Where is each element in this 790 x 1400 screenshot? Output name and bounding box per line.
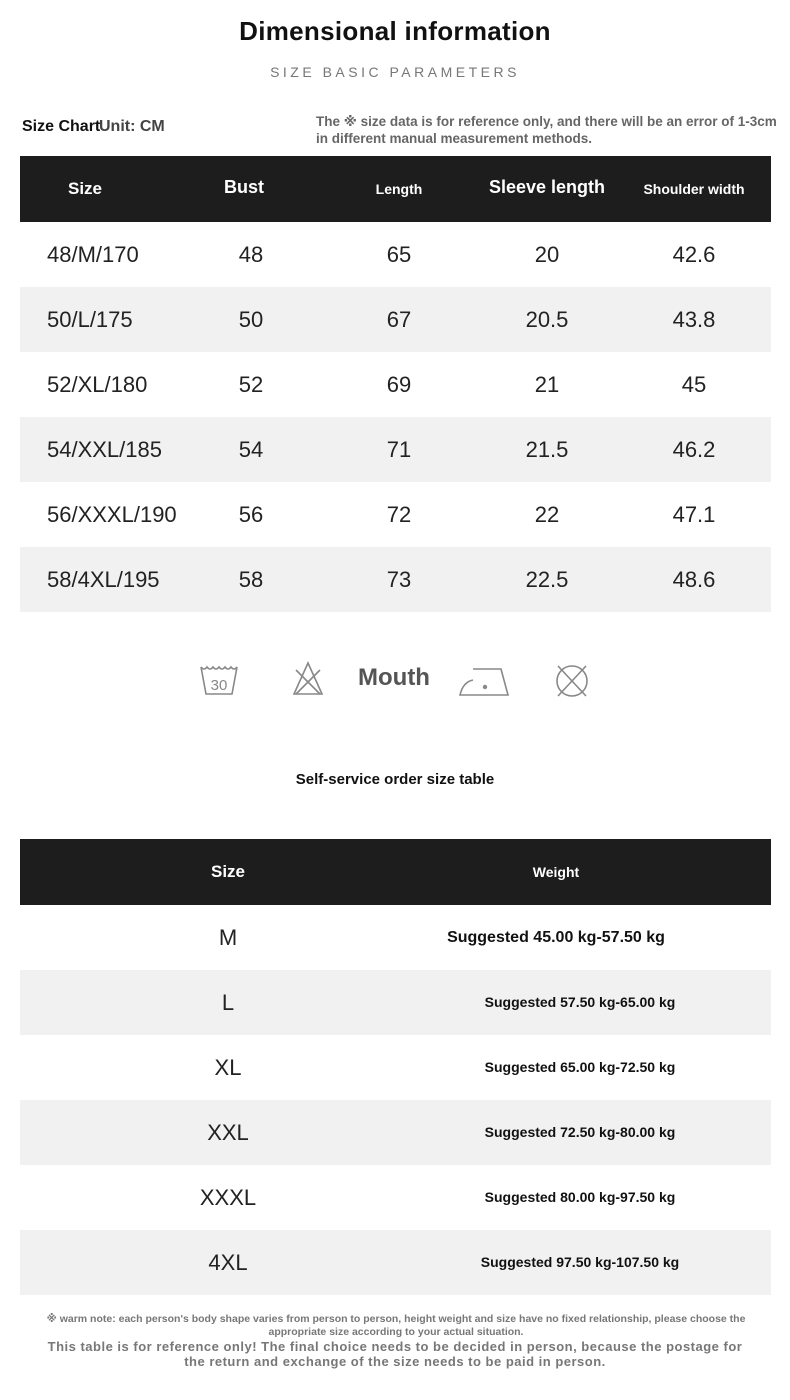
cell-size: XL: [214, 1055, 242, 1080]
iron-low-icon: [457, 660, 513, 700]
cell-bust: 50: [238, 307, 264, 332]
table-row: [20, 970, 771, 1035]
header-shoulder-width: Shoulder width: [643, 181, 745, 197]
header-size: Size: [210, 862, 246, 881]
cell-weight: Suggested 45.00 kg-57.50 kg: [447, 929, 665, 946]
cell-weight: Suggested 57.50 kg-65.00 kg: [484, 994, 676, 1010]
cell-sleeve: 22.5: [525, 567, 569, 592]
cell-size: 58/4XL/195: [47, 567, 160, 592]
page-title: Dimensional information: [239, 16, 551, 46]
unit-label: Unit: CM: [99, 118, 165, 135]
header-bust: Bust: [224, 177, 264, 197]
table-row: [20, 417, 771, 482]
cell-length: 65: [386, 242, 412, 267]
cell-size: XXL: [207, 1120, 249, 1145]
cell-bust: 58: [238, 567, 264, 592]
care-icons: [0, 660, 790, 708]
order-table-title: Self-service order size table: [295, 771, 495, 788]
wash-temp-label: 30: [210, 677, 228, 694]
warm-note: ※ warm note: each person's body shape varies from person to person, height weight and size have no fixed relationship, please choose the appropriate size according to your actual situation.: [46, 1313, 746, 1338]
table-row: [20, 547, 771, 612]
header-size: Size: [67, 179, 103, 198]
cell-shoulder: 42.6: [672, 242, 716, 267]
cell-length: 69: [386, 372, 412, 397]
reference-note: This table is for reference only! The final choice needs to be decided in person, because the postage for the return and exchange of the size needs to be paid in person.: [47, 1339, 743, 1369]
cell-shoulder: 47.1: [672, 502, 716, 527]
cell-length: 73: [386, 567, 412, 592]
cell-sleeve: 20: [534, 242, 560, 267]
order-size-table: [20, 839, 771, 1295]
table-row: [20, 222, 771, 287]
dimension-table: [20, 156, 771, 612]
cell-size: 50/L/175: [47, 307, 133, 332]
cell-size: 52/XL/180: [47, 372, 148, 397]
cell-shoulder: 46.2: [672, 437, 716, 462]
table-row: [20, 1035, 771, 1100]
table-row: [20, 352, 771, 417]
measurement-note: The ※ size data is for reference only, and there will be an error of 1-3cm in different manual measurement methods.: [316, 114, 777, 146]
no-tumble-dry-icon: [554, 660, 590, 698]
table-row: [20, 482, 771, 547]
cell-shoulder: 48.6: [672, 567, 716, 592]
table-row: [20, 905, 771, 970]
cell-size: 4XL: [208, 1250, 248, 1275]
cell-sleeve: 21: [534, 372, 560, 397]
cell-size: 56/XXXL/190: [47, 502, 177, 527]
table-row: [20, 1100, 771, 1165]
size-chart-label: Size Chart: [22, 118, 101, 135]
cell-bust: 48: [238, 242, 264, 267]
cell-bust: 54: [238, 437, 264, 462]
care-text: Mouth: [358, 664, 430, 691]
cell-length: 72: [386, 502, 412, 527]
no-bleach-icon: [291, 660, 325, 698]
cell-weight: Suggested 80.00 kg-97.50 kg: [484, 1189, 676, 1205]
table-header: [20, 839, 771, 905]
cell-size: M: [218, 925, 238, 950]
cell-size: XXXL: [199, 1185, 257, 1210]
header-length: Length: [375, 181, 423, 197]
table-row: [20, 287, 771, 352]
cell-weight: Suggested 97.50 kg-107.50 kg: [480, 1254, 680, 1270]
header-sleeve-length: Sleeve length: [488, 177, 606, 197]
cell-sleeve: 20.5: [525, 307, 569, 332]
table-row: [20, 1230, 771, 1295]
cell-size: 54/XXL/185: [47, 437, 162, 462]
table-header: [20, 156, 771, 222]
cell-shoulder: 45: [681, 372, 707, 397]
cell-length: 71: [386, 437, 412, 462]
wash-30-icon: [198, 660, 240, 700]
header-weight: Weight: [532, 864, 580, 880]
cell-bust: 56: [238, 502, 264, 527]
cell-weight: Suggested 65.00 kg-72.50 kg: [484, 1059, 676, 1075]
cell-shoulder: 43.8: [672, 307, 716, 332]
cell-length: 67: [386, 307, 412, 332]
cell-weight: Suggested 72.50 kg-80.00 kg: [484, 1124, 676, 1140]
cell-bust: 52: [238, 372, 264, 397]
page-subtitle: SIZE BASIC PARAMETERS: [270, 64, 520, 80]
cell-size: 48/M/170: [47, 242, 139, 267]
cell-size: L: [221, 990, 235, 1015]
cell-sleeve: 22: [534, 502, 560, 527]
cell-sleeve: 21.5: [525, 437, 569, 462]
table-row: [20, 1165, 771, 1230]
